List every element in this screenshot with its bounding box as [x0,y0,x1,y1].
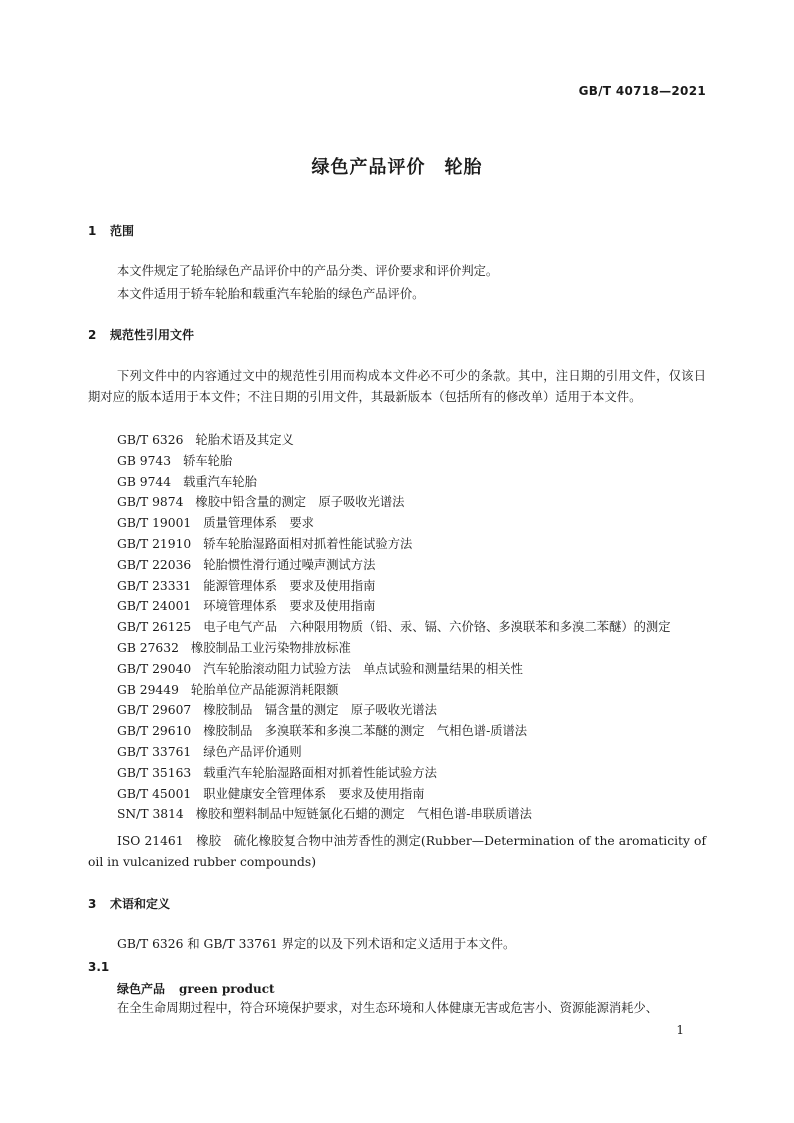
section-title: 范围 [110,224,135,238]
reference-list [117,430,706,825]
reference-code: GB/T 29607 [117,703,192,718]
section-number: 1 [88,224,97,238]
reference-title: 橡胶制品 多溴联苯和多溴二苯醚的测定 气相色谱-质谱法 [203,724,528,739]
reference-code: GB/T 33761 [117,744,192,759]
reference-item [117,763,706,784]
reference-title: 电子电气产品 六种限用物质（铅、汞、镉、六价铬、多溴联苯和多溴二苯醚）的测定 [203,620,671,635]
reference-code: GB/T 23331 [117,578,192,593]
reference-title: 载重汽车轮胎 [183,474,257,489]
reference-item [117,472,706,493]
term-number: 3.1 [88,960,110,974]
page-number: 1 [676,1023,684,1037]
term-chinese: 绿色产品 [117,982,166,996]
reference-item [117,576,706,597]
reference-code: GB/T 29040 [117,661,192,676]
reference-code: GB/T 29610 [117,724,192,739]
iso-reference: ISO 21461 橡胶 硫化橡胶复合物中油芳香性的测定(Rubber—Determination of the aromaticity of oil in vulcanized rubber compounds) [88,834,706,869]
section-number: 3 [88,897,97,911]
reference-code: GB/T 9874 [117,495,184,510]
reference-title: 环境管理体系 要求及使用指南 [203,599,376,614]
reference-item [117,534,706,555]
reference-item [117,617,706,638]
reference-item [117,451,706,472]
section-3-intro: GB/T 6326 和 GB/T 33761 界定的以及下列术语和定义适用于本文件。 [117,937,516,951]
reference-title: 汽车轮胎滚动阻力试验方法 单点试验和测量结果的相关性 [203,661,523,676]
section-1-paragraph: 本文件规定了轮胎绿色产品评价中的产品分类、评价要求和评价判定。 [117,264,499,278]
section-title: 术语和定义 [110,897,171,911]
reference-item [117,721,706,742]
reference-title: 橡胶制品 镉含量的测定 原子吸收光谱法 [203,703,437,718]
reference-code: GB/T 26125 [117,620,192,635]
reference-code: GB/T 6326 [117,433,184,447]
standard-code: GB/T 40718—2021 [578,84,706,98]
reference-title: 轮胎惯性滑行通过噪声测试方法 [203,557,376,572]
reference-code: GB/T 21910 [117,536,192,551]
reference-title: 轮胎术语及其定义 [195,433,294,447]
reference-code: GB/T 45001 [117,786,192,801]
reference-code: GB 29449 [117,682,179,697]
reference-item [117,680,706,701]
reference-item [117,638,706,659]
reference-title: 轿车轮胎 [183,453,233,468]
reference-item [117,596,706,617]
reference-code: SN/T 3814 [117,807,184,822]
term-name [117,980,275,997]
reference-title: 轮胎单位产品能源消耗限额 [190,682,339,697]
reference-item [117,555,706,576]
reference-code: GB 27632 [117,640,179,655]
reference-item [117,430,706,451]
document-title: 绿色产品评价 轮胎 [311,157,483,178]
reference-item [117,492,706,513]
term-definition: 在全生命周期过程中，符合环境保护要求，对生态环境和人体健康无害或危害小、资源能源消耗少、 [117,1001,659,1015]
reference-title: 绿色产品评价通则 [203,744,302,759]
reference-code: GB/T 19001 [117,516,192,531]
reference-title: 橡胶和塑料制品中短链氯化石蜡的测定 气相色谱-串联质谱法 [195,807,532,822]
reference-item [117,804,706,825]
reference-title: 职业健康安全管理体系 要求及使用指南 [203,786,425,801]
section-3-heading [88,895,170,913]
reference-code: GB/T 35163 [117,765,192,780]
term-english: green product [179,982,275,996]
reference-code: GB/T 24001 [117,599,192,614]
reference-title: 能源管理体系 要求及使用指南 [203,578,376,593]
reference-title: 轿车轮胎湿路面相对抓着性能试验方法 [203,536,413,551]
section-1-heading [88,222,134,240]
reference-title: 橡胶中铅含量的测定 原子吸收光谱法 [195,495,405,510]
reference-title: 质量管理体系 要求 [203,516,314,531]
reference-title: 载重汽车轮胎湿路面相对抓着性能试验方法 [203,765,437,780]
section-number: 2 [88,328,97,342]
reference-item [117,742,706,763]
section-1-paragraph: 本文件适用于轿车轮胎和载重汽车轮胎的绿色产品评价。 [117,287,425,301]
section-title: 规范性引用文件 [110,328,195,342]
reference-code: GB/T 22036 [117,557,192,572]
reference-title: 橡胶制品工业污染物排放标准 [190,640,351,655]
section-2-intro: 下列文件中的内容通过文中的规范性引用而构成本文件必不可少的条款。其中，注日期的引用文件，仅该日期对应的版本适用于本文件；不注日期的引用文件，其最新版本（包括所有的修改单）适用于本文件。 [88,369,706,404]
reference-code: GB 9744 [117,474,172,489]
section-2-heading [88,326,194,344]
reference-item [117,513,706,534]
reference-code: GB 9743 [117,453,172,468]
reference-item [117,784,706,805]
reference-item [117,659,706,680]
reference-item [117,700,706,721]
